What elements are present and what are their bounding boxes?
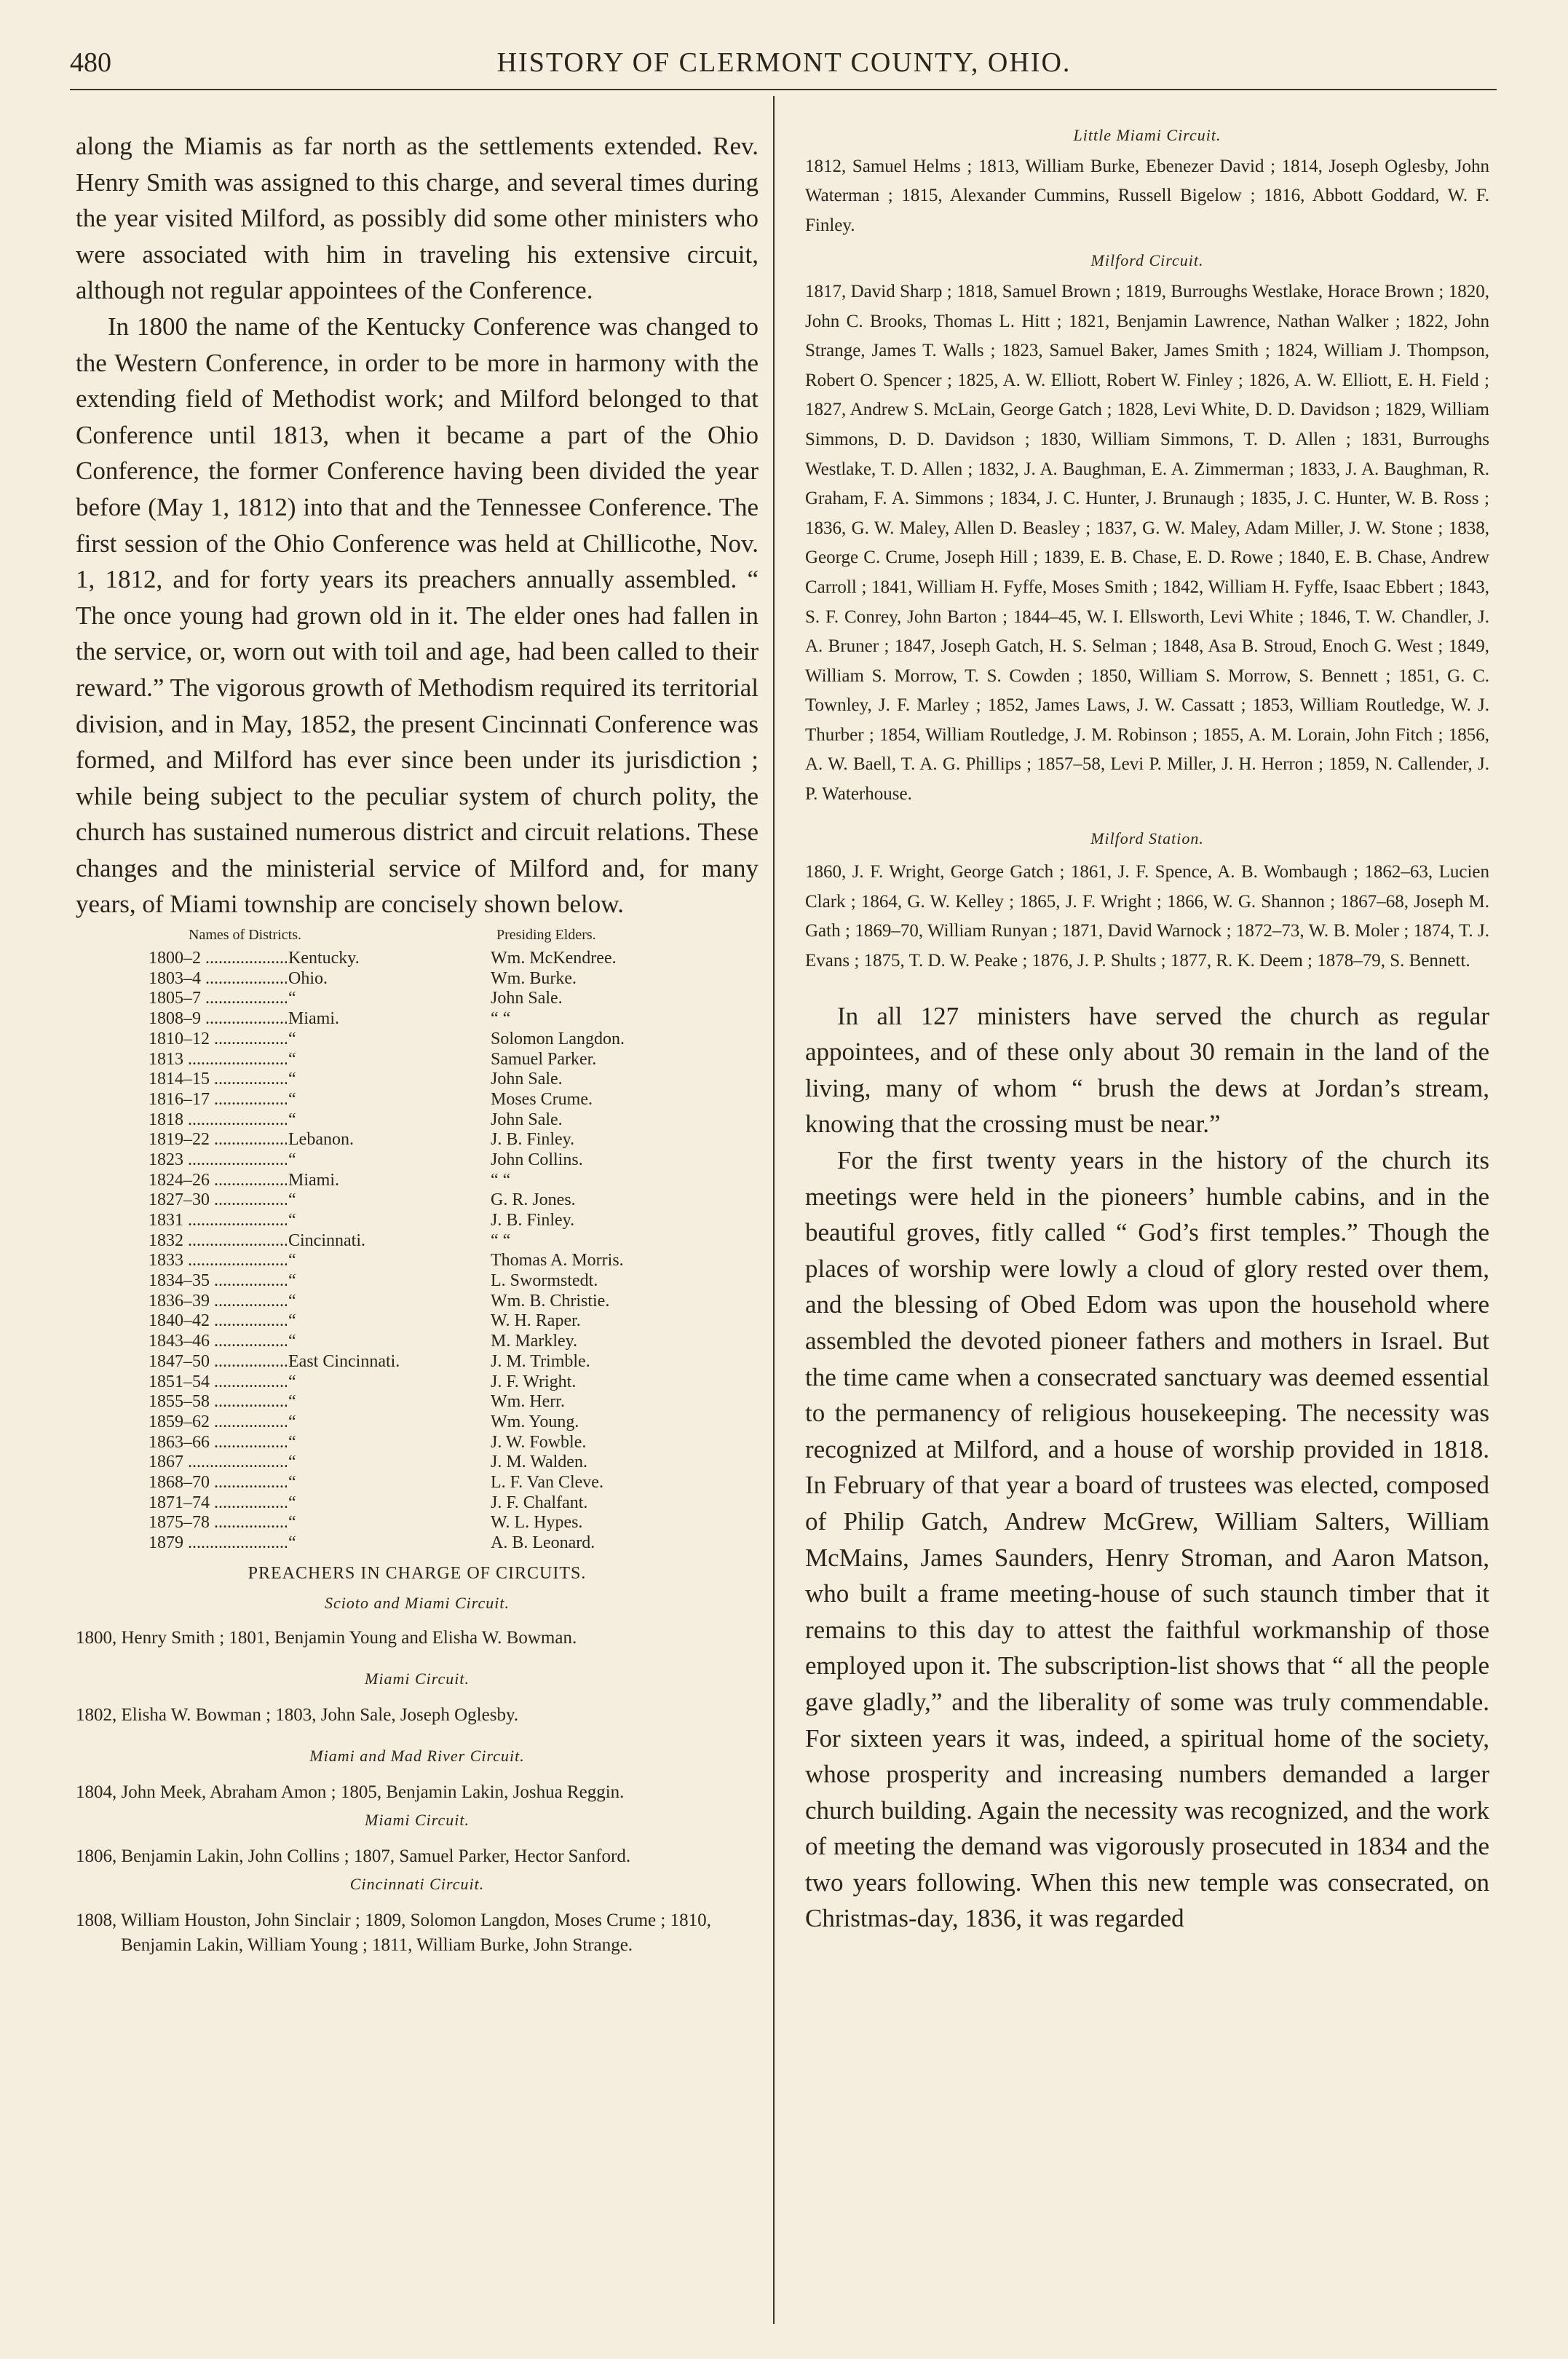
presiding-elder: Thomas A. Morris. — [491, 1251, 624, 1271]
district-year: 1814–15 ..... — [149, 1070, 301, 1090]
district-year: 1879 ..... — [149, 1533, 301, 1554]
circuit-heading: Milford Station. — [1090, 829, 1204, 847]
presiding-elder: G. R. Jones. — [491, 1190, 576, 1210]
paragraph: along the Miamis as far north as the settlements extended. Rev. Henry Smith was assigned to this charge, and several times during the year visited Milford, as possibly did some other ministers who were associated with him in traveling his extensive circuit, although not regular appointees of the Conference. — [76, 132, 759, 305]
district-name: “ — [287, 1513, 470, 1533]
districts-table-row — [76, 1311, 759, 1332]
districts-table-header — [76, 927, 759, 949]
districts-table-row — [76, 1392, 759, 1412]
district-name: “ — [287, 1533, 470, 1554]
district-year: 1819–22 ..... — [149, 1130, 301, 1150]
district-name: “ — [287, 1090, 470, 1110]
districts-table-row — [76, 1090, 759, 1110]
presiding-elder: M. Markley. — [491, 1332, 578, 1351]
districts-table-row — [76, 1292, 759, 1312]
district-year: 1867 ..... — [149, 1453, 301, 1473]
circuit-heading: Scioto and Miami Circuit. — [325, 1593, 510, 1612]
district-year: 1859–62 ..... — [149, 1412, 301, 1433]
presiding-elder: “ “ — [491, 1009, 511, 1029]
district-year: 1836–39 ..... — [149, 1292, 301, 1312]
district-year: 1827–30 ..... — [149, 1190, 301, 1211]
circuit-entry: 1860, J. F. Wright, George Gatch ; 1861, J. F. Spence, A. B. Wombaugh ; 1862–63, Lucien Clark ; 1864, G. W. Kelley ; 1865, J. F. Wright ; 1866, W. G. Shannon ; 1867–68, Joseph M. Gath ; 1869–70, William Runyan ; 1871, David Warnock ; 1872–73, W. B. Moler ; 1874, T. J. Evans ; 1875, T. D. W. Peake ; 1876, J. P. Shults ; 1877, R. K. Deem ; 1878–79, S. Bennett. — [805, 862, 1489, 971]
page-number: 480 — [70, 47, 111, 78]
districts-column-header: Names of Districts. — [189, 927, 301, 944]
districts-table-row — [76, 1352, 759, 1372]
district-year: 1805–7 ..... — [149, 989, 301, 1009]
district-name: “ — [287, 1473, 470, 1493]
district-name: “ — [287, 1412, 470, 1433]
circuit-heading: Miami Circuit. — [365, 1669, 470, 1688]
circuit-heading: Miami Circuit. — [365, 1810, 470, 1829]
presiding-elder: Wm. Burke. — [491, 968, 577, 988]
district-year: 1843–46 ..... — [149, 1332, 301, 1352]
right-body — [805, 998, 1489, 1937]
circuit-entry: 1808, William Houston, John Sinclair ; 1809, Solomon Langdon, Moses Crume ; 1810, Benjamin Lakin, William Young ; 1811, William Burke, John Strange. — [76, 1910, 711, 1955]
district-year: 1832 ..... — [149, 1231, 301, 1252]
presiding-elder: J. F. Chalfant. — [491, 1493, 588, 1512]
circuit-heading: Little Miami Circuit. — [1073, 126, 1221, 144]
district-name: “ — [287, 1311, 470, 1332]
district-name: “ — [287, 1211, 470, 1231]
district-year: 1840–42 ..... — [149, 1311, 301, 1332]
districts-table-row — [76, 1433, 759, 1453]
presiding-elder: J. M. Walden. — [491, 1453, 587, 1472]
district-year: 1833 ..... — [149, 1251, 301, 1271]
circuit-entry: 1812, Samuel Helms ; 1813, William Burke, Ebenezer David ; 1814, Joseph Oglesby, John Waterman ; 1815, Alexander Cummins, Russell Bigelow ; 1816, Abbott Goddard, W. F. Finley. — [805, 156, 1489, 235]
district-year: 1863–66 ..... — [149, 1433, 301, 1453]
district-year: 1871–74 ..... — [149, 1493, 301, 1514]
presiding-elder: Moses Crume. — [491, 1089, 593, 1109]
district-name: “ — [287, 989, 470, 1009]
right-circuits — [805, 121, 1489, 976]
districts-table-row — [76, 1190, 759, 1211]
districts-table-row — [76, 1473, 759, 1493]
district-year: 1803–4 ..... — [149, 969, 301, 989]
district-year: 1823 ..... — [149, 1150, 301, 1171]
district-name: “ — [287, 1070, 470, 1090]
district-year: 1824–26 ..... — [149, 1171, 301, 1191]
paragraph: In all 127 ministers have served the church as regular appointees, and of these only about 30 remain in the land of the living, many of whom “ brush the dews at Jordan’s stream, knowing that the crossing must be near.” — [805, 1001, 1489, 1139]
districts-table-row — [76, 1110, 759, 1131]
districts-table-row — [76, 1231, 759, 1252]
district-year: 1831 ..... — [149, 1211, 301, 1231]
presiding-elder: Wm. Young. — [491, 1412, 579, 1431]
districts-table-row — [76, 969, 759, 989]
presiding-elder: J. B. Finley. — [491, 1130, 575, 1150]
district-name: “ — [287, 1332, 470, 1352]
district-year: 1808–9 ..... — [149, 1009, 301, 1030]
districts-table-row — [76, 1211, 759, 1231]
districts-table-row — [76, 1412, 759, 1433]
districts-table-row — [76, 1050, 759, 1070]
districts-table-row — [76, 1150, 759, 1171]
column-rule — [773, 96, 775, 2324]
presiding-elder: Wm. McKendree. — [491, 949, 617, 968]
district-year: 1813 ..... — [149, 1050, 301, 1070]
district-year: 1851–54 ..... — [149, 1372, 301, 1393]
presiding-elder: John Sale. — [491, 1070, 563, 1089]
district-name: “ — [287, 1292, 470, 1312]
district-name: Miami. — [287, 1171, 470, 1191]
district-year: 1810–12 ..... — [149, 1030, 301, 1050]
district-name: “ — [287, 1190, 470, 1211]
districts-table-row — [76, 1271, 759, 1292]
presiding-elder: J. M. Trimble. — [491, 1351, 590, 1371]
presiding-elder: “ “ — [491, 1170, 511, 1190]
circuit-entry: 1804, John Meek, Abraham Amon ; 1805, Benjamin Lakin, Joshua Reggin. — [76, 1782, 625, 1802]
districts-table-row — [76, 1453, 759, 1473]
presiding-elder: Wm. Herr. — [491, 1392, 565, 1412]
district-year: 1816–17 ..... — [149, 1090, 301, 1110]
preachers-heading: PREACHERS IN CHARGE OF CIRCUITS. — [248, 1563, 587, 1583]
district-name: “ — [287, 1110, 470, 1131]
circuit-entry: 1802, Elisha W. Bowman ; 1803, John Sale, Joseph Oglesby. — [76, 1704, 519, 1725]
districts-table-row — [76, 949, 759, 969]
districts-table-row — [76, 1372, 759, 1393]
district-year: 1847–50 ..... — [149, 1352, 301, 1372]
districts-table-row — [76, 1171, 759, 1191]
circuit-heading: Cincinnati Circuit. — [349, 1874, 485, 1893]
district-name: “ — [287, 1372, 470, 1393]
circuit-entry: 1806, Benjamin Lakin, John Collins ; 1807, Samuel Parker, Hector Sanford. — [76, 1846, 631, 1866]
districts-table-row — [76, 1030, 759, 1050]
circuit-heading: Milford Circuit. — [1090, 251, 1204, 270]
districts-table-row — [76, 1493, 759, 1514]
district-name: “ — [287, 1392, 470, 1412]
district-year: 1875–78 ..... — [149, 1513, 301, 1533]
presiding-elder: A. B. Leonard. — [491, 1533, 595, 1552]
presiding-elder: “ “ — [491, 1230, 511, 1250]
district-name: “ — [287, 1453, 470, 1473]
district-name: East Cincinnati. — [287, 1352, 470, 1372]
presiding-elder: W. H. Raper. — [491, 1311, 581, 1331]
district-name: Lebanon. — [287, 1130, 470, 1150]
header-rule — [70, 89, 1497, 90]
district-name: “ — [287, 1251, 470, 1271]
presiding-elder: L. Swormstedt. — [491, 1271, 598, 1291]
circuit-entry: 1800, Henry Smith ; 1801, Benjamin Young and Elisha W. Bowman. — [76, 1627, 577, 1648]
district-name: Ohio. — [287, 969, 470, 989]
presiding-elder: J. W. Fowble. — [491, 1432, 587, 1452]
district-name: Miami. — [287, 1009, 470, 1030]
presiding-elder: J. F. Wright. — [491, 1372, 577, 1391]
elders-column-header: Presiding Elders. — [496, 927, 596, 944]
right-column — [805, 121, 1489, 1937]
district-year: 1818 ..... — [149, 1110, 301, 1131]
presiding-elder: W. L. Hypes. — [491, 1513, 583, 1533]
districts-table-row — [76, 1009, 759, 1030]
districts-table-row — [76, 1533, 759, 1554]
district-name: “ — [287, 1493, 470, 1514]
presiding-elder: Samuel Parker. — [491, 1049, 597, 1069]
presiding-elder: L. F. Van Cleve. — [491, 1472, 603, 1492]
district-year: 1834–35 ..... — [149, 1271, 301, 1292]
districts-table-row — [76, 989, 759, 1009]
district-name: Cincinnati. — [287, 1231, 470, 1252]
running-title: HISTORY OF CLERMONT COUNTY, OHIO. — [496, 47, 1072, 78]
district-year: 1855–58 ..... — [149, 1392, 301, 1412]
left-circuits — [76, 1591, 759, 1958]
left-column — [76, 128, 759, 1958]
districts-table — [76, 927, 759, 1554]
districts-table-row — [76, 1513, 759, 1533]
districts-table-row — [76, 1130, 759, 1150]
presiding-elder: J. B. Finley. — [491, 1211, 575, 1230]
districts-table-row — [76, 1332, 759, 1352]
presiding-elder: John Collins. — [491, 1150, 583, 1169]
presiding-elder: John Sale. — [491, 1110, 563, 1129]
district-name: “ — [287, 1433, 470, 1453]
districts-table-body — [76, 949, 759, 1554]
district-name: “ — [287, 1050, 470, 1070]
district-year: 1868–70 ..... — [149, 1473, 301, 1493]
districts-table-row — [76, 1070, 759, 1090]
district-name: “ — [287, 1030, 470, 1050]
paragraph: In 1800 the name of the Kentucky Conference was changed to the Western Conference, in order to be more in harmony with the extending field of Methodist work; and Milford belonged to that Conference until 1813, when it became a part of the Ohio Conference, the former Conference having been divided the year before (May 1, 1812) into that and the Tennessee Conference. The first session of the Ohio Conference was held at Chillicothe, Nov. 1, 1812, and for forty years its preachers annually assembled. “ The once young had grown old in it. The elder ones had fallen in the service, or, worn out with toil and age, had been called to their reward.” The vigorous growth of Methodism required its territorial division, and in May, 1852, the present Cincinnati Conference was formed, and Milford has ever since been under its jurisdiction ; while being subject to the peculiar system of church polity, the church has sustained numerous district and circuit relations. These changes and the ministerial service of Milford and, for many years, of Miami township are concisely shown below. — [76, 312, 759, 919]
presiding-elder: Solomon Langdon. — [491, 1029, 625, 1048]
districts-table-row — [76, 1251, 759, 1271]
circuit-entry: 1817, David Sharp ; 1818, Samuel Brown ; 1819, Burroughs Westlake, Horace Brown ; 1820, John C. Brooks, Thomas L. Hitt ; 1821, Benjamin Lawrence, Nathan Walker ; 1822, John Strange, James T. Walls ; 1823, Samuel Baker, James Smith ; 1824, William J. Thompson, Robert O. Spencer ; 1825, A. W. Elliott, Robert W. Finley ; 1826, A. W. Elliott, E. H. Field ; 1827, Andrew S. McLain, George Gatch ; 1828, Levi White, D. D. Davidson ; 1829, William Simmons, D. D. Davidson ; 1830, William Simmons, T. D. Allen ; 1831, Burroughs Westlake, T. D. Allen ; 1832, J. A. Baughman, E. A. Zimmerman ; 1833, J. A. Baughman, R. Graham, F. A. Simmons ; 1834, J. C. Hunter, J. Brunaugh ; 1835, J. C. Hunter, W. B. Ross ; 1836, G. W. Maley, Allen D. Beasley ; 1837, G. W. Maley, Adam Miller, J. W. Stone ; 1838, George C. Crume, Joseph Hill ; 1839, E. B. Chase, E. D. Rowe ; 1840, E. B. Chase, Andrew Carroll ; 1841, William H. Fyffe, Moses Smith ; 1842, William H. Fyffe, Isaac Ebbert ; 1843, S. F. Conrey, John Barton ; 1844–45, W. I. Ellsworth, Levi White ; 1846, T. W. Chandler, J. A. Bruner ; 1847, Joseph Gatch, H. S. Selman ; 1848, Asa B. Stroud, Enoch G. West ; 1849, William S. Morrow, T. S. Cowden ; 1850, William S. Morrow, S. Bennett ; 1851, G. C. Townley, J. F. Marley ; 1852, James Laws, J. W. Cassatt ; 1853, William Routledge, W. J. Thurber ; 1854, William Routledge, J. M. Robinson ; 1855, A. M. Lorain, John Fitch ; 1856, A. W. Baell, T. A. G. Phillips ; 1857–58, Levi P. Miller, J. H. Herron ; 1859, N. Callender, J. P. Waterhouse. — [805, 281, 1489, 805]
district-name: “ — [287, 1150, 470, 1171]
presiding-elder: John Sale. — [491, 989, 563, 1008]
paragraph: For the first twenty years in the history of the church its meetings were held in the pioneers’ humble cabins, and in the beautiful groves, fitly called “ God’s first temples.” Though the places of worship were lowly a cloud of glory rested over them, and the blessing of Obed Edom was upon the household where assembled the devoted pioneer fathers and mothers in Israel. But the time came when a consecrated sanctuary was deemed essential to the permanency of religious housekeeping. The necessity was recognized at Milford, and a house of worship provided in 1818. In February of that year a board of trustees was elected, composed of Philip Gatch, Andrew McGrew, William Salters, William McMains, James Saunders, Henry Stroman, and Aaron Matson, who built a frame meeting-house of such staunch timber that it remains to this day to attest the faithful workmanship of those employed upon it. The subscription-list shows that “ all the people gave gladly,” and the liberality of some was truly commendable. For sixteen years it was, indeed, a spiritual home of the society, whose prosperity and increasing numbers demanded a larger church building. Again the necessity was recognized, and the work of meeting the demand was vigorously prosecuted in 1834 and the two years following. When this new temple was consecrated, on Christmas-day, 1836, it was regarded — [805, 1146, 1489, 1933]
presiding-elder: Wm. B. Christie. — [491, 1291, 610, 1311]
district-year: 1800–2 ..... — [149, 949, 301, 969]
district-name: “ — [287, 1271, 470, 1292]
district-name: Kentucky. — [287, 949, 470, 969]
circuit-heading: Miami and Mad River Circuit. — [309, 1746, 525, 1765]
